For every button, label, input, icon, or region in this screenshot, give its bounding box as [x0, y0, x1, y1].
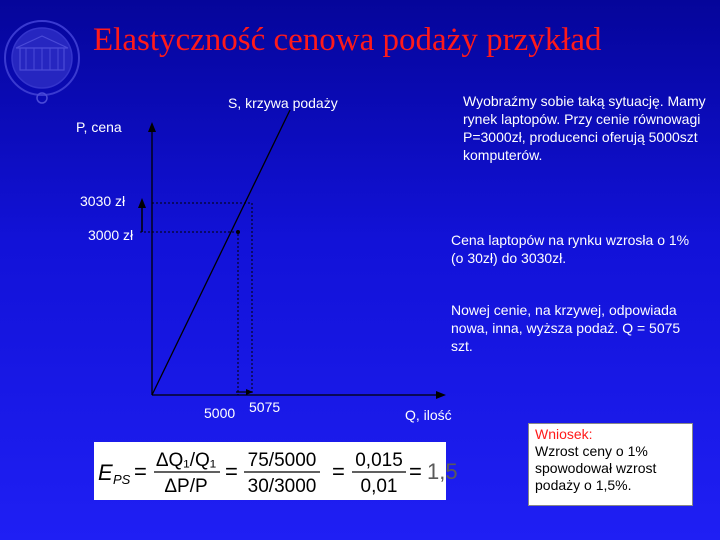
slide-title: Elastyczność cenowa podaży przykład — [93, 22, 602, 58]
qty-low-label: 5000 — [204, 405, 236, 421]
conclusion-body: Wzrost ceny o 1% spowodował wzrost podaży o 1,5%. — [535, 443, 657, 493]
formula-f3-den: 0,01 — [360, 476, 398, 497]
curve-label: S, krzywa podaży — [228, 95, 338, 111]
explanation-text: Wyobraźmy sobie taką sytuację. Mamy rynek laptopów. Przy cenie równowagi P=3000zł, producenci oferują 5000szt komputerów. — [463, 93, 706, 163]
formula-f1-den: ΔP/P — [164, 476, 208, 497]
conclusion-box — [528, 423, 693, 506]
y-axis-arrow — [148, 122, 156, 132]
formula-eq-3: = — [332, 459, 345, 484]
formula-eq-4: = — [409, 459, 422, 484]
conclusion-heading: Wniosek: — [535, 426, 593, 442]
supply-curve — [152, 110, 290, 395]
new-supply-text: Nowej cenie, na krzywej, odpowiada nowa, inna, wyższa podaż. Q = 5075 szt. — [451, 302, 681, 354]
price-rise-text: Cena laptopów na rynku wzrosła o 1% (o 30zł) do 3030zł. — [451, 232, 690, 266]
formula-lhs-sub: PS — [113, 472, 131, 487]
formula-svg — [94, 442, 458, 500]
price-low-label: 3000 zł — [88, 227, 134, 243]
price-high-label: 3030 zł — [80, 193, 126, 209]
formula-f2-num: 75/5000 — [247, 450, 317, 471]
formula-f2-den: 30/3000 — [247, 476, 317, 497]
formula-lhs: E — [98, 460, 113, 485]
elasticity-formula — [94, 442, 458, 500]
qty-high-label: 5075 — [249, 399, 281, 415]
formula-eq-1: = — [134, 459, 147, 484]
formula-f3-num: 0,015 — [355, 450, 403, 471]
x-axis-arrow — [436, 391, 446, 399]
formula-result: 1,5 — [427, 459, 458, 484]
formula-f1-num: ΔQ₁/Q₁ — [155, 450, 217, 471]
x-axis-label: Q, ilość — [405, 407, 452, 423]
formula-eq-2: = — [225, 459, 238, 484]
equilibrium-point — [236, 230, 240, 234]
y-axis-label: P, cena — [76, 119, 122, 135]
guide-3000 — [140, 232, 238, 395]
